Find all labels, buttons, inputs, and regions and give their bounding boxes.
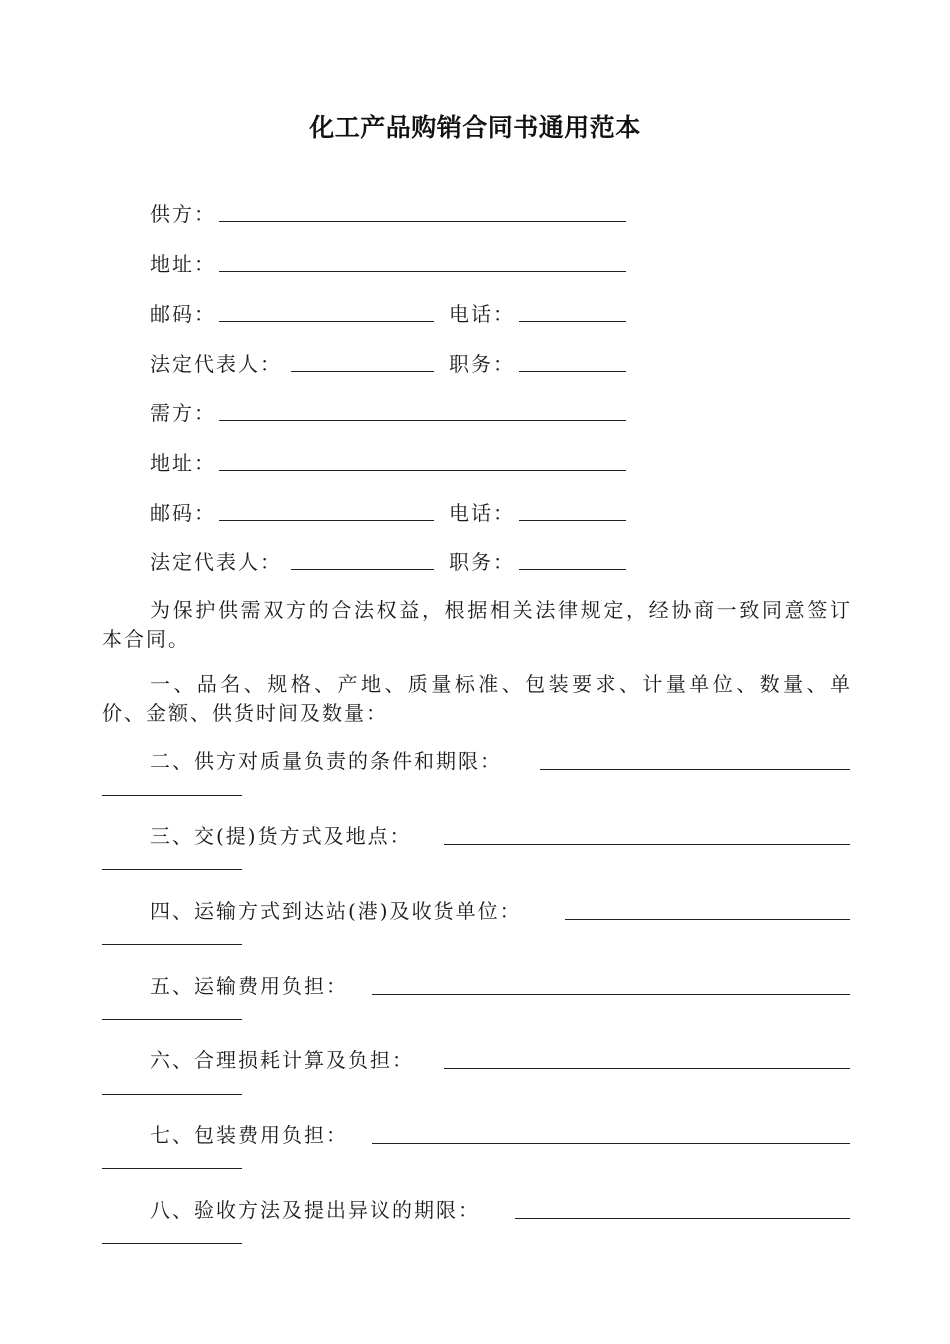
clause-8-field[interactable] [515, 1218, 850, 1219]
supplier-phone-label: 电话： [449, 302, 515, 326]
buyer-position-field[interactable] [519, 569, 626, 570]
supplier-address-label: 地址： [150, 252, 216, 276]
clause-3-field[interactable] [444, 844, 850, 845]
clause-2-field[interactable] [540, 769, 850, 770]
supplier-postcode-label: 邮码： [150, 302, 216, 326]
clause-2-field-continued[interactable] [102, 795, 242, 796]
buyer-postcode-field[interactable] [219, 520, 434, 521]
supplier-postcode-field[interactable] [219, 321, 434, 322]
supplier-position-field[interactable] [519, 371, 626, 372]
supplier-position-label: 职务： [449, 352, 515, 376]
clause-3-field-continued[interactable] [102, 869, 242, 870]
supplier-rep-row [150, 348, 630, 378]
clause-8-field-continued[interactable] [102, 1243, 242, 1244]
buyer-address-label: 地址： [150, 451, 216, 475]
buyer-contact-row [150, 497, 630, 527]
clause-7-field-continued[interactable] [102, 1168, 242, 1169]
buyer-position-label: 职务： [449, 550, 515, 574]
buyer-address-row [150, 447, 630, 477]
clause-6-field[interactable] [444, 1068, 850, 1069]
buyer-legal-rep-field[interactable] [291, 569, 434, 570]
supplier-name-row [150, 198, 630, 228]
buyer-name-field[interactable] [219, 420, 626, 421]
clause-4-field-continued[interactable] [102, 944, 242, 945]
clause-5-field[interactable] [372, 994, 850, 995]
buyer-legal-rep-label: 法定代表人： [150, 550, 282, 574]
clause-4-field[interactable] [565, 919, 850, 920]
clause-1: 一、品名、规格、产地、质量标准、包装要求、计量单位、数量、单价、金额、供货时间及数量： [102, 672, 852, 725]
clause-5-field-continued[interactable] [102, 1019, 242, 1020]
clause-8-label: 八、验收方法及提出异议的期限： [150, 1198, 480, 1222]
buyer-address-field[interactable] [219, 470, 626, 471]
supplier-legal-rep-label: 法定代表人： [150, 352, 282, 376]
buyer-rep-row [150, 546, 630, 576]
clause-5-label: 五、运输费用负担： [150, 974, 348, 998]
supplier-label: 供方： [150, 202, 216, 226]
document-title: 化工产品购销合同书通用范本 [309, 113, 641, 142]
supplier-contact-row [150, 298, 630, 328]
supplier-address-field[interactable] [219, 271, 626, 272]
supplier-legal-rep-field[interactable] [291, 371, 434, 372]
buyer-postcode-label: 邮码： [150, 501, 216, 525]
clause-6-field-continued[interactable] [102, 1094, 242, 1095]
buyer-phone-field[interactable] [519, 520, 626, 521]
supplier-name-field[interactable] [219, 221, 626, 222]
clause-2-label: 二、供方对质量负责的条件和期限： [150, 749, 502, 773]
intro-paragraph: 为保护供需双方的合法权益，根据相关法律规定，经协商一致同意签订本合同。 [102, 598, 852, 651]
clause-3-label: 三、交(提)货方式及地点： [150, 824, 412, 848]
supplier-address-row [150, 248, 630, 278]
clause-6-label: 六、合理损耗计算及负担： [150, 1048, 414, 1072]
clause-7-label: 七、包装费用负担： [150, 1123, 348, 1147]
buyer-phone-label: 电话： [449, 501, 515, 525]
clause-4-label: 四、运输方式到达站(港)及收货单位： [150, 899, 522, 923]
supplier-phone-field[interactable] [519, 321, 626, 322]
buyer-label: 需方： [150, 401, 216, 425]
clause-7-field[interactable] [372, 1143, 850, 1144]
buyer-name-row [150, 397, 630, 427]
